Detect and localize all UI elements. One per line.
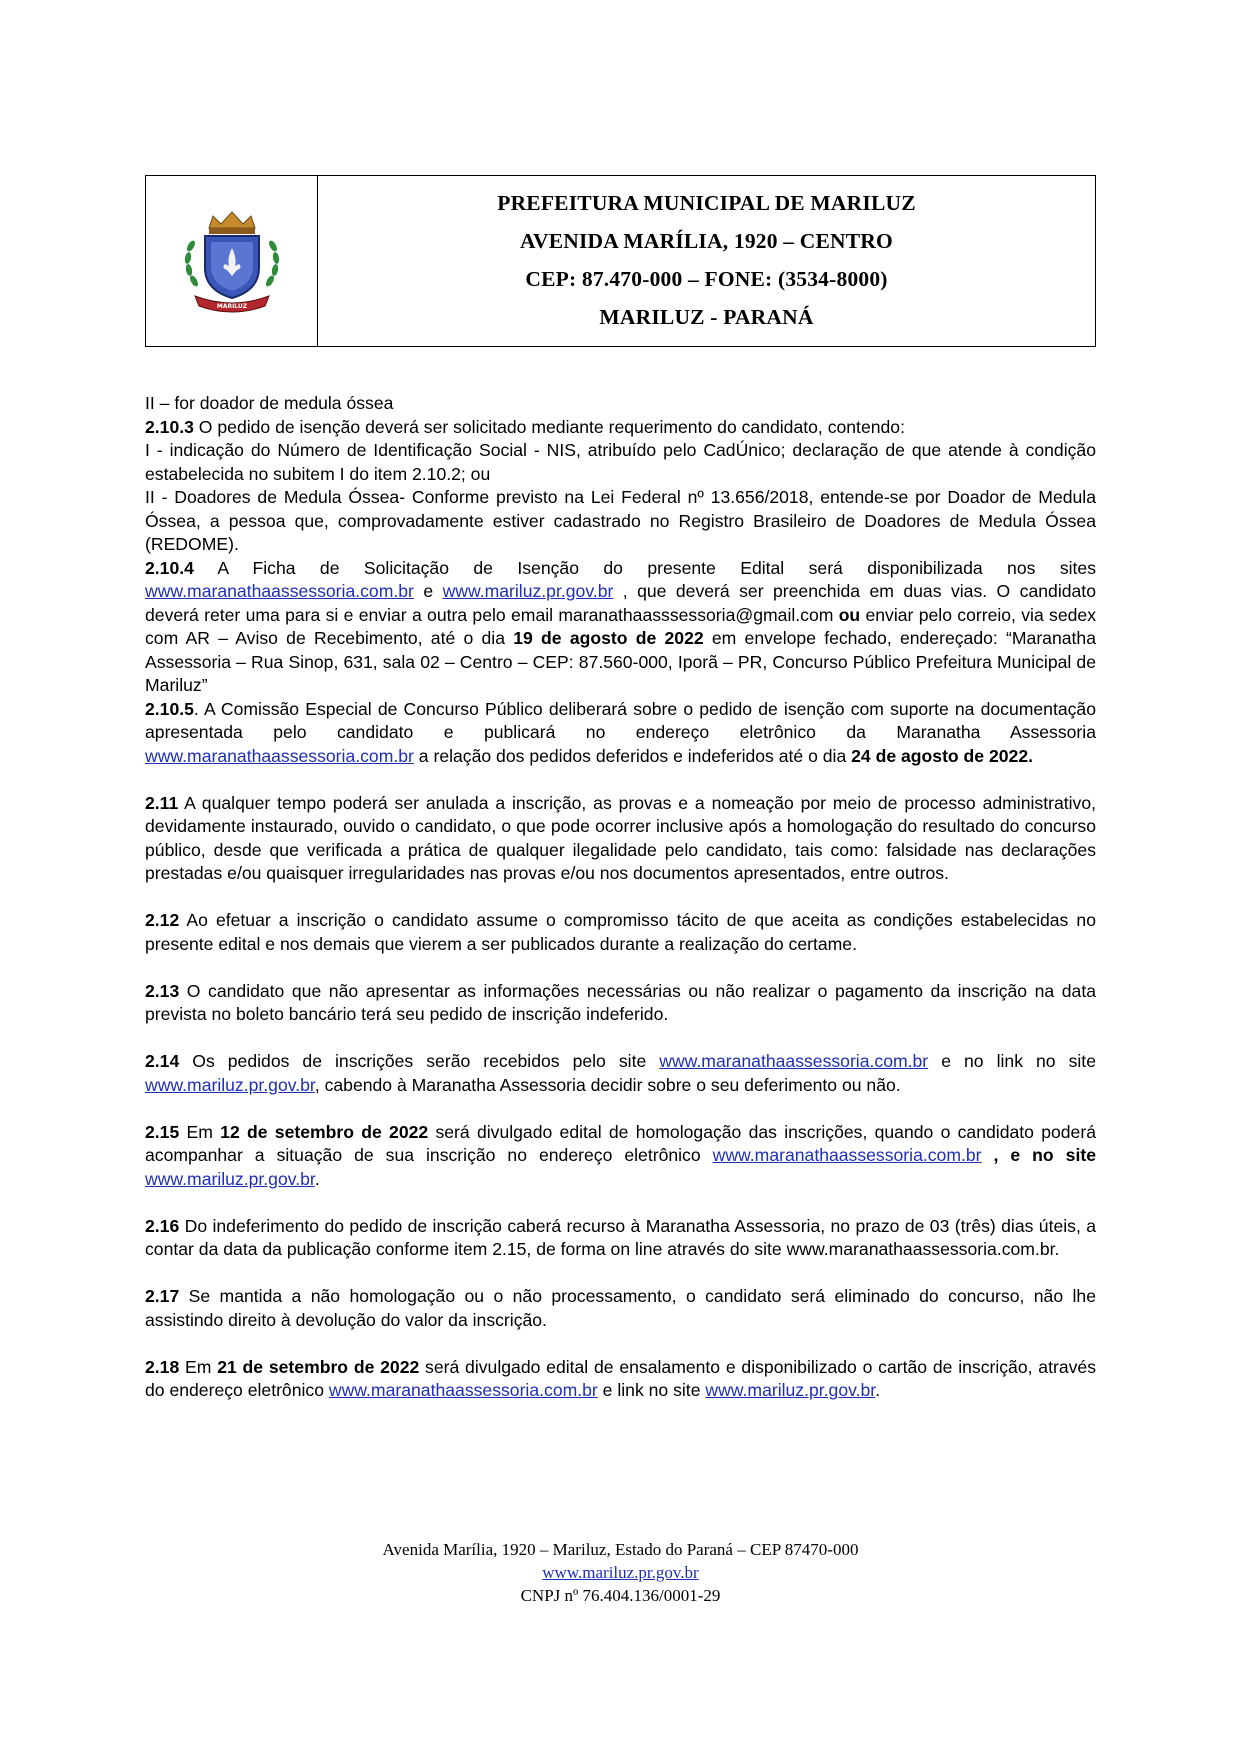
footer-cnpj: CNPJ nº 76.404.136/0001-29	[520, 1586, 721, 1605]
paragraph-2-15	[145, 1121, 1096, 1192]
item-number: 2.10.5	[145, 698, 194, 719]
paragraph-text: Em	[179, 1356, 218, 1377]
page-footer	[0, 1538, 1241, 1607]
paragraph-text: O candidato que não apresentar as informações necessárias ou não realizar o pagamento da inscrição na data prevista no boleto bancário terá seu pedido de inscrição indeferido.	[145, 980, 1096, 1024]
deadline-date: 19 de agosto de 2022	[513, 628, 704, 648]
item-number: 2.18	[145, 1356, 180, 1377]
footer-address: Avenida Marília, 1920 – Mariluz, Estado do Paraná – CEP 87470-000	[382, 1540, 859, 1559]
paragraph-2-13	[145, 980, 1096, 1027]
paragraph-text: , cabendo à Maranatha Assessoria decidir sobre o seu deferimento ou não.	[314, 1074, 901, 1095]
paragraph-text: será divulgado edital de homologação das inscrições, quando o candidato poderá acompanhar a situação de sua inscrição no endereço eletrônico	[145, 1121, 1096, 1165]
homologation-date: 12 de setembro de 2022	[220, 1121, 429, 1142]
paragraph-text: Em	[179, 1121, 221, 1142]
paragraph-text: . A Comissão Especial de Concurso Público deliberará sobre o pedido de isenção com suporte na documentação apresentada pelo candidato e publicará no endereço eletrônico da Maranatha Assessoria	[145, 698, 1096, 742]
item-number: 2.16	[145, 1215, 180, 1236]
paragraph-text: A Ficha de Solicitação de Isenção do presente Edital será disponibilizada nos sites	[193, 557, 1096, 578]
item-number: 2.15	[145, 1121, 180, 1142]
paragraph-2-10-5	[145, 698, 1096, 769]
paragraph-2-16	[145, 1215, 1096, 1262]
paragraph-2-10-4	[145, 557, 1096, 698]
paragraph-item-i-nis: I - indicação do Número de Identificação Social - NIS, atribuído pelo CadÚnico; declaração de que atende à condição estabelecida no subitem I do item 2.10.2; ou	[145, 440, 1096, 484]
paragraph-text: .	[875, 1380, 881, 1400]
paragraph-text: em envelope fechado, endereçado: “Maranatha Assessoria – Rua Sinop, 631, sala 02 – Centro – CEP: 87.560-000, Iporã – PR, Concurso Público Prefeitura Municipal de Mariluz”	[145, 628, 1096, 695]
paragraph-2-18	[145, 1356, 1096, 1403]
maranatha-link[interactable]: www.maranathaassessoria.com.br	[328, 1380, 598, 1400]
maranatha-link[interactable]: www.maranathaassessoria.com.br	[659, 1051, 929, 1071]
paragraph-text: e no link no site	[928, 1051, 1096, 1071]
paragraph-text: será divulgado edital de ensalamento e disponibilizado o cartão de inscrição, através do endereço eletrônico	[145, 1356, 1096, 1400]
paragraph-2-12	[145, 909, 1096, 956]
logo-cell	[146, 176, 318, 346]
emphasis-ou: ou	[838, 604, 861, 625]
item-number: 2.10.3	[145, 416, 194, 437]
paragraph-text: Se mantida a não homologação ou o não processamento, o candidato será eliminado do concurso, não lhe assistindo direito à devolução do valor da inscrição.	[145, 1286, 1096, 1330]
maranatha-link[interactable]: www.maranathaassessoria.com.br	[145, 745, 414, 766]
paragraph-text: O pedido de isenção deverá ser solicitado mediante requerimento do candidato, contendo:	[193, 416, 905, 437]
item-number: 2.14	[145, 1051, 180, 1071]
paragraph-item-ii-redome: II - Doadores de Medula Óssea- Conforme previsto na Lei Federal nº 13.656/2018, entende-se por Doador de Medula Óssea, a pessoa que, comprovadamente estiver cadastrado no Registro Brasileiro de Doadores de Medula Óssea (REDOME).	[145, 487, 1096, 554]
municipality-address: AVENIDA MARÍLIA, 1920 – CENTRO	[520, 228, 893, 253]
paragraph-2-17	[145, 1285, 1096, 1332]
letterhead-text	[318, 176, 1095, 346]
paragraph-item-ii-donor: II – for doador de medula óssea	[145, 393, 394, 413]
paragraph-text: enviar pelo correio, via sedex com AR – Aviso de Recebimento, até o dia	[145, 604, 1096, 648]
paragraph-text: .	[314, 1168, 320, 1189]
item-number: 2.13	[145, 980, 180, 1001]
footer-website-link[interactable]: www.mariluz.pr.gov.br	[542, 1563, 699, 1582]
seating-date: 21 de setembro de 2022	[217, 1356, 420, 1377]
paragraph-2-11	[145, 792, 1096, 886]
mariluz-link[interactable]: www.mariluz.pr.gov.br	[145, 1074, 315, 1095]
paragraph-text: Os pedidos de inscrições serão recebidos pelo site	[179, 1051, 660, 1071]
paragraph-text: e	[413, 581, 443, 601]
municipality-city-state: MARILUZ - PARANÁ	[599, 304, 814, 329]
mariluz-link[interactable]: www.mariluz.pr.gov.br	[705, 1380, 876, 1400]
municipality-name: PREFEITURA MUNICIPAL DE MARILUZ	[497, 190, 916, 215]
paragraph-text: Do indeferimento do pedido de inscrição caberá recurso à Maranatha Assessoria, no prazo de 03 (três) dias úteis, a contar da data da publicação conforme item 2.15, de forma on line através do site www.maranathaassessoria.com.br.	[145, 1215, 1096, 1259]
paragraph-text: , que deverá ser preenchida em duas vias. O candidato deverá reter uma para si e enviar a outra pelo email maranathaasssessoria@gmail.com	[145, 581, 1096, 625]
paragraph-text: A qualquer tempo poderá ser anulada a inscrição, as provas e a nomeação por meio de processo administrativo, devidamente instaurado, ouvido o candidato, o que pode ocorrer inclusive após a homologação do resultado do concurso público, desde que verificada a prática de qualquer ilegalidade pelo candidato, tais como: falsidade nas declarações prestadas e/ou quaisquer irregularidades nas provas e/ou nos documentos apresentados, entre outros.	[145, 792, 1096, 883]
paragraph-2-14	[145, 1050, 1096, 1097]
emphasis-and-site: , e no site	[981, 1145, 1096, 1165]
maranatha-link[interactable]: www.maranathaassessoria.com.br	[145, 581, 414, 601]
item-number: 2.11	[145, 792, 179, 813]
paragraph-text: e link no site	[597, 1380, 706, 1400]
item-number: 2.17	[145, 1286, 180, 1306]
deadline-date: 24 de agosto de 2022.	[851, 745, 1034, 766]
document-body	[145, 392, 1096, 1403]
crest-label: MARILUZ	[216, 303, 247, 310]
mariluz-link[interactable]: www.mariluz.pr.gov.br	[442, 581, 614, 601]
paragraph-text: Ao efetuar a inscrição o candidato assume o compromisso tácito de que aceita as condições estabelecidas no presente edital e nos demais que vierem a ser publicados durante a realização do certame.	[145, 910, 1096, 954]
mariluz-link[interactable]: www.mariluz.pr.gov.br	[145, 1168, 315, 1189]
paragraph-text: a relação dos pedidos deferidos e indeferidos até o dia	[413, 745, 852, 766]
paragraph-2-10-3	[145, 416, 1096, 440]
municipal-crest-logo	[177, 206, 287, 316]
letterhead	[145, 175, 1096, 347]
item-number: 2.12	[145, 910, 180, 930]
item-number: 2.10.4	[145, 557, 194, 578]
maranatha-link[interactable]: www.maranathaassessoria.com.br	[712, 1145, 982, 1165]
municipality-cep-phone: CEP: 87.470-000 – FONE: (3534-8000)	[525, 266, 888, 291]
